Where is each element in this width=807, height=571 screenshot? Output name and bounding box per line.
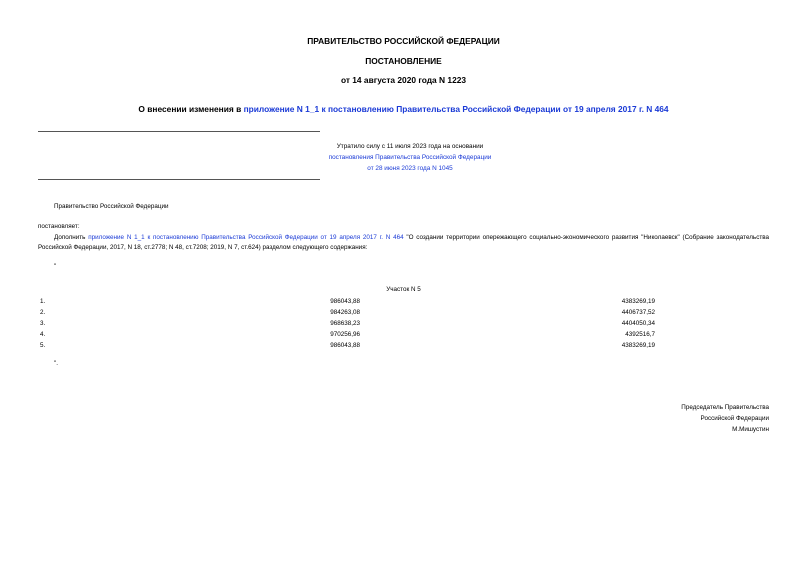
decrees-text: постановляет: (38, 223, 80, 230)
table-row (40, 329, 760, 340)
row-y-coordinate: 4392516,7 (625, 331, 655, 338)
row-x-coordinate: 970256,96 (330, 331, 360, 338)
row-y-coordinate: 4383269,19 (621, 342, 655, 349)
signature-line2: Российской Федерации (700, 415, 769, 422)
row-x-coordinate: 984263,08 (330, 309, 360, 316)
issuer-text: Правительство Российской Федерации (54, 203, 169, 210)
doc-type-heading: ПОСТАНОВЛЕНИЕ (365, 56, 442, 66)
validity-note (250, 141, 570, 174)
row-y-coordinate: 4383269,19 (621, 298, 655, 305)
row-number: 1. (40, 298, 46, 305)
table-row (40, 318, 760, 329)
table-row (40, 307, 760, 318)
validity-note-link-line2[interactable]: постановления Правительства Российской Федерации (328, 154, 492, 161)
table-title: Участок N 5 (386, 286, 421, 293)
row-x-coordinate: 968638,23 (330, 320, 360, 327)
row-y-coordinate: 4404050,34 (621, 320, 655, 327)
document-title (0, 104, 807, 114)
signature-line1: Председатель Правительства (681, 404, 769, 411)
row-number: 5. (40, 342, 46, 349)
divider-top (38, 131, 320, 132)
table-row (40, 296, 760, 307)
para-rest: "О создании территории опережающего социально-экономического развития "Николаевск" (Собрание законодательства Российской Федерации, 2017, N 18, ст.2778; N 48, ст.7208; 2019, N 7, ст.624) разделом следующего содержания: (38, 234, 770, 251)
date-number-heading: от 14 августа 2020 года N 1223 (340, 75, 467, 85)
row-x-coordinate: 986043,88 (330, 298, 360, 305)
para-prefix: Дополнить (54, 234, 89, 241)
row-number: 3. (40, 320, 46, 327)
quote-close: ". (54, 360, 58, 367)
row-number: 4. (40, 331, 46, 338)
row-number: 2. (40, 309, 46, 316)
signature-block (569, 402, 769, 435)
title-prefix: О внесении изменения в (138, 104, 244, 114)
signature-line3: М.Мишустин (732, 426, 769, 433)
validity-note-line1: Утратило силу с 11 июля 2023 года на основании (336, 143, 484, 150)
divider-bottom (38, 179, 320, 180)
row-x-coordinate: 986043,88 (330, 342, 360, 349)
para-link[interactable]: приложение N 1_1 к постановлению Правительства Российской Федерации от 19 апреля 2017 г. N 464 (88, 234, 404, 241)
row-y-coordinate: 4406737,52 (621, 309, 655, 316)
table-row (40, 340, 760, 351)
main-paragraph (38, 233, 769, 253)
quote-open: " (54, 263, 57, 270)
government-heading: ПРАВИТЕЛЬСТВО РОССИЙСКОЙ ФЕДЕРАЦИИ (307, 36, 500, 46)
title-link[interactable]: приложение N 1_1 к постановлению Правительства Российской Федерации от 19 апреля 2017 г. N 464 (243, 104, 669, 114)
validity-note-link-line3[interactable]: от 28 июня 2023 года N 1045 (367, 165, 453, 172)
